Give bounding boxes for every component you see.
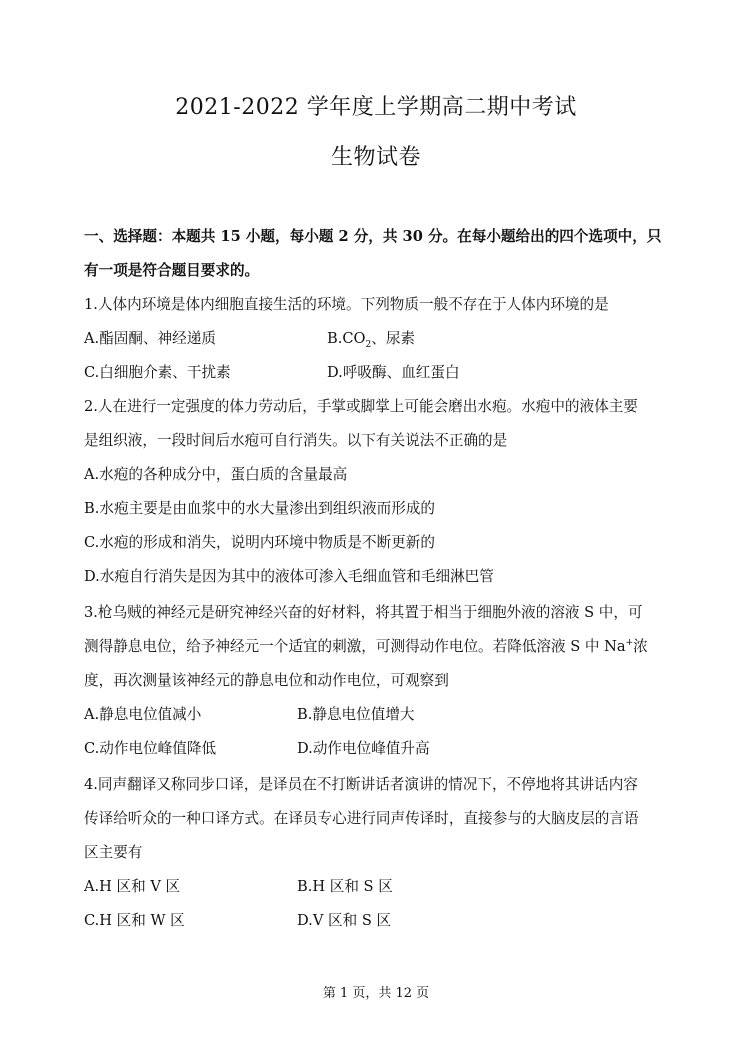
q3-option-b: B.静息电位值增大 (297, 706, 415, 723)
q2-stem-line-1: 2.人在进行一定强度的体力劳动后，手掌或脚掌上可能会磨出水疱。水疱中的液体主要 (84, 398, 638, 415)
q4-stem-line-3: 区主要有 (84, 844, 143, 861)
q2-option-d: D.水疱自行消失是因为其中的液体可渗入毛细血管和毛细淋巴管 (84, 568, 494, 585)
exam-subtitle: 生物试卷 (330, 145, 421, 170)
q4-option-c: C.H 区和 W 区 (84, 912, 185, 929)
q3-option-d: D.动作电位峰值升高 (297, 740, 430, 757)
q1-option-b: $B.CO_2$、尿素 (327, 330, 416, 350)
q1-stem: 1.人体内环境是体内细胞直接生活的环境。下列物质一般不存在于人体内环境的是 (84, 296, 609, 313)
q3-stem-line-3: 度，再次测量该神经元的静息电位和动作电位，可观察到 (84, 672, 449, 689)
q2-option-b: B.水疱主要是由血浆中的水大量渗出到组织液而形成的 (84, 500, 436, 517)
q4-option-a: A.H 区和 V 区 (84, 878, 181, 895)
section-instruction-line-2: 有一项是符合题目要求的。 (84, 262, 260, 279)
q1-option-c: C.白细胞介素、干扰素 (84, 364, 231, 381)
q3-option-c: C.动作电位峰值降低 (84, 740, 217, 757)
q4-stem-line-1: 4.同声翻译又称同步口译，是译员在不打断讲话者演讲的情况下，不停地将其讲话内容 (84, 776, 638, 793)
exam-title: 2021-2022 学年度上学期高二期中考试 (175, 95, 577, 120)
section-instruction-line-1: 一、选择题：本题共 15 小题，每小题 2 分，共 30 分。在每小题给出的四个选项中，只 (84, 228, 662, 245)
q1-option-a: A.酯固酮、神经递质 (84, 330, 216, 347)
q1-option-d: D.呼吸酶、血红蛋白 (327, 364, 460, 381)
q4-option-b: B.H 区和 S 区 (297, 878, 393, 895)
q2-stem-line-2: 是组织液，一段时间后水疱可自行消失。以下有关说法不正确的是 (84, 432, 508, 449)
page-number-footer: 第 1 页，共 12 页 (322, 986, 430, 1001)
q2-option-a: A.水疱的各种成分中，蛋白质的含量最高 (84, 466, 348, 483)
q3-stem-line-2: 测得静息电位，给予神经元一个适宜的刺激，可测得动作电位。若降低溶液 S 中 Na+浓 (84, 638, 648, 655)
q2-option-c: C.水疱的形成和消失，说明内环境中物质是不断更新的 (84, 534, 435, 551)
q3-option-a: A.静息电位值减小 (84, 706, 202, 723)
q4-option-d: D.V 区和 S 区 (297, 912, 392, 929)
q3-stem-line-1: 3.枪乌贼的神经元是研究神经兴奋的好材料，将其置于相当于细胞外液的溶液 S 中，可 (84, 604, 643, 621)
q4-stem-line-2: 传译给听众的一种口译方式。在译员专心进行同声传译时，直接参与的大脑皮层的言语 (84, 810, 639, 827)
